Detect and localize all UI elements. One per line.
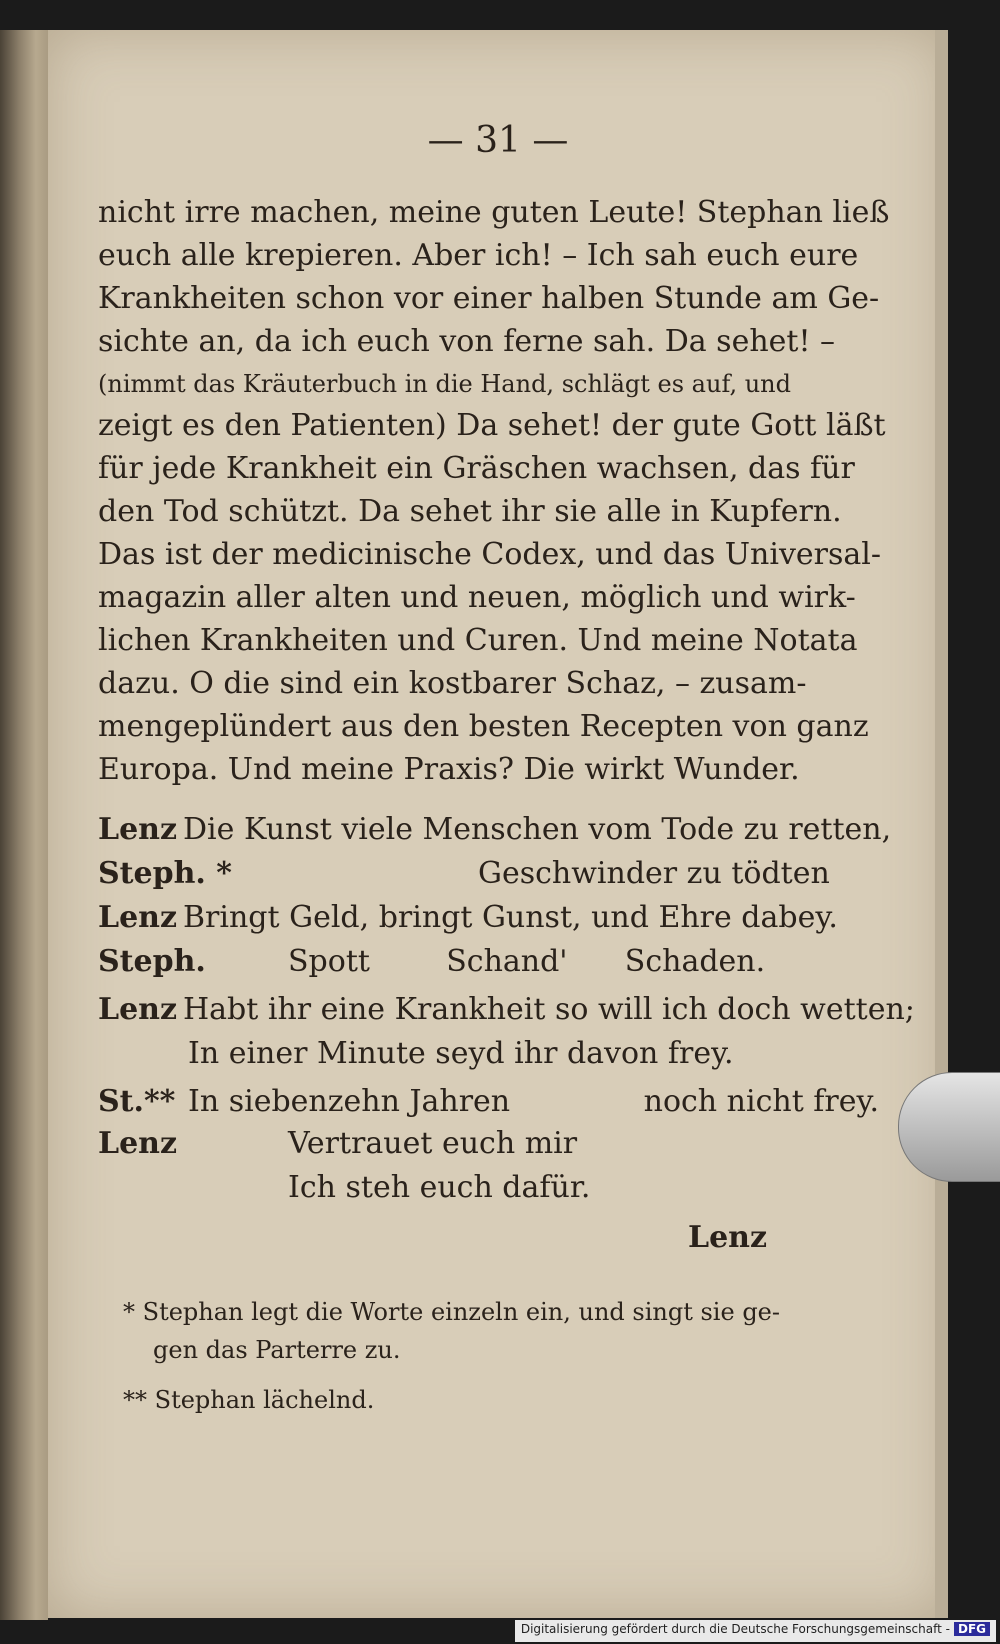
prose-line: euch alle krepieren. Aber ich! – Ich sah euch eure	[98, 238, 859, 273]
prose-line: nicht irre machen, meine guten Leute! Stephan ließ	[98, 195, 890, 230]
dfg-logo: DFG	[954, 1622, 990, 1636]
verse-line: In siebenzehn Jahren noch nicht frey.	[188, 1084, 879, 1119]
page-clip	[898, 1072, 1000, 1182]
prose-line: dazu. O die sind ein kostbarer Schaz, – zusam-	[98, 666, 807, 701]
speaker-label: Lenz	[98, 812, 178, 847]
prose-line: lichen Krankheiten und Curen. Und meine Notata	[98, 623, 858, 658]
book-spine	[0, 30, 48, 1620]
footnote: * Stephan legt die Worte einzeln ein, und singt sie ge-	[123, 1298, 780, 1326]
verse-line: Geschwinder zu tödten	[478, 856, 830, 891]
verse-line: In einer Minute seyd ihr davon frey.	[188, 1036, 734, 1071]
prose-line: zeigt es den Patienten) Da sehet! der gute Gott läßt	[98, 408, 886, 443]
speaker-label: Steph. *	[98, 856, 232, 891]
prose-line: den Tod schützt. Da sehet ihr sie alle in Kupfern.	[98, 494, 842, 529]
prose-line: Krankheiten schon vor einer halben Stunde am Ge-	[98, 281, 880, 316]
speaker-label: St.**	[98, 1084, 176, 1119]
book-page	[48, 30, 948, 1618]
catchword: Lenz	[688, 1220, 768, 1255]
prose-line: Das ist der medicinische Codex, und das Universal-	[98, 537, 882, 572]
prose-line: sichte an, da ich euch von ferne sah. Da sehet! –	[98, 324, 836, 359]
prose-line: magazin aller alten und neuen, möglich und wirk-	[98, 580, 856, 615]
prose-line: mengeplündert aus den besten Recepten von ganz	[98, 709, 869, 744]
dfg-credit	[515, 1620, 996, 1642]
speaker-label: Lenz	[98, 900, 178, 935]
stage-direction: (nimmt das Kräuterbuch in die Hand, schlägt es auf, und	[98, 370, 791, 398]
verse-line: Bringt Geld, bringt Gunst, und Ehre dabey.	[183, 900, 838, 935]
speaker-label: Steph.	[98, 944, 206, 979]
prose-line: Europa. Und meine Praxis? Die wirkt Wunder.	[98, 752, 800, 787]
verse-line: Spott Schand' Schaden.	[288, 944, 766, 979]
credit-text: Digitalisierung gefördert durch die Deutsche Forschungsgemeinschaft -	[520, 1622, 950, 1636]
verse-line: Ich steh euch dafür.	[288, 1170, 591, 1205]
speaker-label: Lenz	[98, 1126, 178, 1161]
prose-line: für jede Krankheit ein Gräschen wachsen, das für	[98, 451, 855, 486]
verse-line: Vertrauet euch mir	[288, 1126, 578, 1161]
page-edge	[935, 30, 948, 1618]
footnote: gen das Parterre zu.	[153, 1336, 401, 1364]
footnote: ** Stephan lächelnd.	[123, 1386, 375, 1414]
verse-line: Die Kunst viele Menschen vom Tode zu retten,	[183, 812, 892, 847]
verse-line: Habt ihr eine Krankheit so will ich doch wetten;	[183, 992, 915, 1027]
page-number: — 31 —	[427, 120, 569, 161]
speaker-label: Lenz	[98, 992, 178, 1027]
